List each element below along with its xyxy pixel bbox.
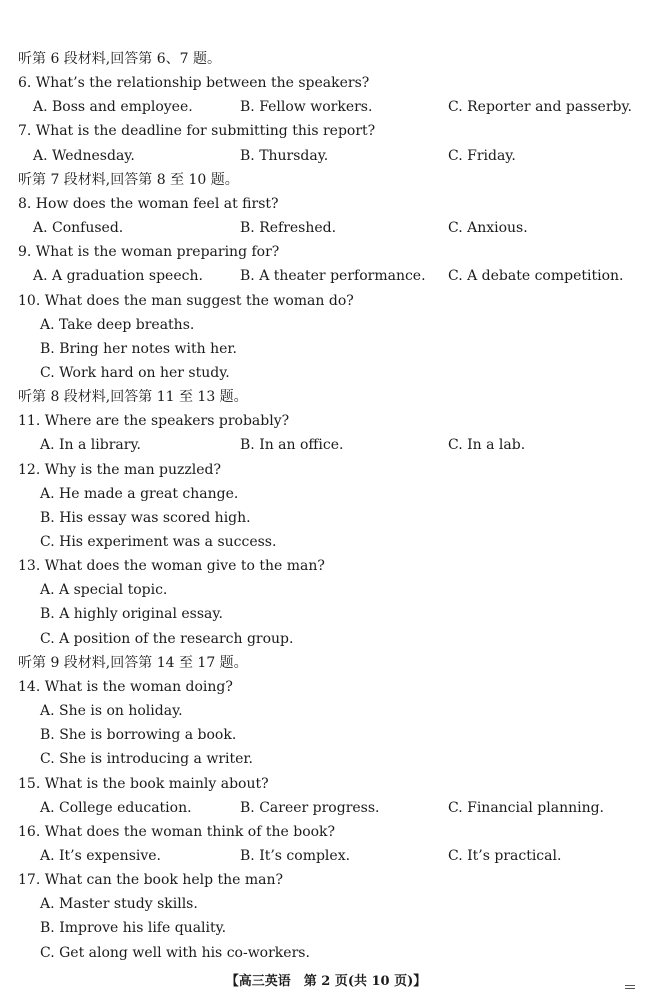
- option-text: A. Take deep breaths.: [40, 316, 195, 333]
- option-a: A. In a library.: [40, 437, 141, 454]
- question-text: 17. What can the book help the man?: [18, 872, 284, 889]
- option-text: A. A special topic.: [40, 582, 168, 599]
- options-row: [0, 796, 652, 820]
- option-b: B. Refreshed.: [240, 220, 337, 236]
- option-b: B. Career progress.: [240, 799, 380, 816]
- section-instruction: 听第 9 段材料,回答第 14 至 17 题。: [18, 654, 248, 671]
- question-text: 14. What is the woman doing?: [18, 678, 233, 695]
- options-row: [0, 844, 652, 868]
- option-b: B. In an office.: [240, 437, 344, 454]
- option-c: C. Friday.: [448, 147, 516, 164]
- question-row: [0, 289, 652, 313]
- question-text: 9. What is the woman preparing for?: [18, 244, 280, 261]
- option-text: A. She is on holiday.: [40, 703, 183, 719]
- question-row: [0, 675, 652, 699]
- question-text: 12. Why is the man puzzled?: [18, 461, 222, 478]
- question-row: [0, 409, 652, 433]
- option-row: [0, 361, 652, 385]
- question-row: [0, 868, 652, 892]
- option-a: A. A graduation speech.: [33, 268, 203, 285]
- section-instruction: 听第 8 段材料,回答第 11 至 13 题。: [18, 389, 248, 406]
- section-heading: [0, 385, 652, 409]
- page-footer: 【高三英语 第 2 页(共 10 页)】: [225, 974, 427, 989]
- question-text: 6. What’s the relationship between the speakers?: [18, 75, 370, 92]
- option-c: C. A debate competition.: [448, 268, 624, 285]
- question-row: [0, 772, 652, 796]
- option-text: B. Bring her notes with her.: [40, 340, 237, 357]
- options-row: [0, 216, 652, 240]
- option-row: [0, 892, 652, 916]
- options-row: [0, 144, 652, 168]
- section-instruction: 听第 7 段材料,回答第 8 至 10 题。: [18, 171, 239, 188]
- options-row: [0, 433, 652, 457]
- option-text: C. Get along well with his co-workers.: [40, 944, 310, 961]
- option-c: C. Anxious.: [448, 220, 528, 236]
- question-text: 8. How does the woman feel at first?: [18, 195, 279, 212]
- option-text: A. Master study skills.: [40, 896, 198, 913]
- option-text: A. He made a great change.: [40, 485, 239, 502]
- question-row: [0, 192, 652, 216]
- question-row: [0, 458, 652, 482]
- option-c: C. Reporter and passerby.: [448, 99, 632, 116]
- options-row: [0, 264, 652, 288]
- option-row: [0, 916, 652, 940]
- option-row: [0, 578, 652, 602]
- option-c: C. It’s practical.: [448, 847, 562, 864]
- question-text: 15. What is the book mainly about?: [18, 775, 269, 792]
- option-row: [0, 337, 652, 361]
- option-row: [0, 941, 652, 965]
- section-heading: [0, 651, 652, 675]
- options-row: [0, 95, 652, 119]
- corner-mark: [625, 985, 635, 989]
- option-c: C. Financial planning.: [448, 799, 605, 816]
- option-text: C. She is introducing a writer.: [40, 751, 254, 768]
- question-text: 13. What does the woman give to the man?: [18, 558, 325, 575]
- option-row: [0, 602, 652, 626]
- option-b: B. A theater performance.: [240, 268, 426, 285]
- question-row: [0, 554, 652, 578]
- option-text: B. His essay was scored high.: [40, 509, 251, 526]
- option-a: A. College education.: [40, 799, 192, 816]
- option-row: [0, 723, 652, 747]
- section-instruction: 听第 6 段材料,回答第 6、7 题。: [18, 51, 221, 67]
- option-row: [0, 482, 652, 506]
- option-text: B. Improve his life quality.: [40, 920, 227, 937]
- option-text: C. A position of the research group.: [40, 630, 294, 647]
- question-row: [0, 820, 652, 844]
- question-row: [0, 119, 652, 143]
- section-heading: [0, 168, 652, 192]
- option-c: C. In a lab.: [448, 437, 526, 454]
- option-row: [0, 747, 652, 771]
- option-a: A. Wednesday.: [33, 147, 135, 164]
- option-b: B. Thursday.: [240, 147, 329, 164]
- section-heading: [0, 47, 652, 71]
- option-b: B. Fellow workers.: [240, 99, 373, 116]
- question-row: [0, 71, 652, 95]
- option-row: [0, 530, 652, 554]
- option-row: [0, 699, 652, 723]
- option-row: [0, 506, 652, 530]
- option-text: C. Work hard on her study.: [40, 364, 230, 381]
- option-a: A. Confused.: [33, 220, 124, 236]
- option-row: [0, 313, 652, 337]
- question-row: [0, 240, 652, 264]
- option-a: A. It’s expensive.: [40, 847, 162, 864]
- option-text: C. His experiment was a success.: [40, 534, 277, 550]
- option-a: A. Boss and employee.: [33, 99, 193, 116]
- option-row: [0, 627, 652, 651]
- option-b: B. It’s complex.: [240, 847, 351, 864]
- option-text: B. She is borrowing a book.: [40, 727, 237, 744]
- option-text: B. A highly original essay.: [40, 606, 223, 623]
- question-text: 10. What does the man suggest the woman do?: [18, 292, 354, 309]
- question-text: 16. What does the woman think of the book?: [18, 823, 336, 840]
- question-text: 11. Where are the speakers probably?: [18, 413, 290, 430]
- question-text: 7. What is the deadline for submitting this report?: [18, 123, 376, 140]
